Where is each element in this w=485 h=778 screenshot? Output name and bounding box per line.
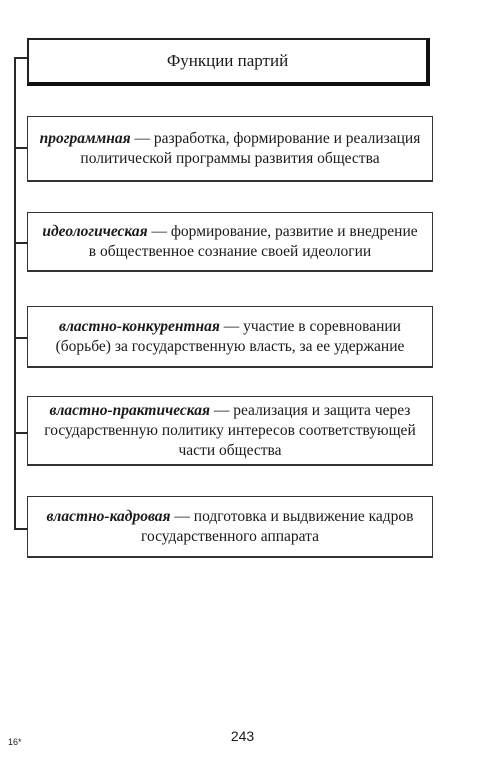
function-term: властно-кадровая [46,507,171,525]
function-term: программная [39,129,131,147]
page-number: 243 [230,728,255,744]
function-text [38,507,422,547]
function-description: — участие в соревновании (борьбе) за государственную власть, за ее удержание [55,317,405,355]
function-box-power-practical [27,396,433,466]
printer-signature-mark: 16* [8,737,22,747]
function-box-programmatic [27,116,433,182]
function-text [38,129,422,169]
connector-tick-4 [14,432,27,434]
function-box-power-personnel [27,496,433,558]
function-description: — подготовка и выдвижение кадров государственного аппарата [141,507,414,545]
function-text [38,317,422,357]
connector-spine [14,58,16,530]
function-description: — разработка, формирование и реализация политической программы развития общества [80,129,421,167]
function-term: властно-практическая [49,401,210,419]
function-text [38,401,422,461]
function-box-ideological [27,212,433,272]
function-term: идеологическая [42,222,148,240]
diagram-title: Функции партий [166,51,289,70]
function-description: — формирование, развитие и внедрение в общественное сознание своей идеологии [88,222,418,260]
connector-tick-5 [14,528,27,530]
diagram-title-box [27,38,430,86]
function-text [38,222,422,262]
function-description: — реализация и защита через государственную политику интересов соответствующей части общества [44,401,416,459]
function-term: властно-конкурентная [59,317,220,335]
function-box-power-competitive [27,306,433,368]
connector-tick-2 [14,242,27,244]
connector-tick-1 [14,147,27,149]
connector-tick-title [14,57,27,59]
connector-tick-3 [14,337,27,339]
